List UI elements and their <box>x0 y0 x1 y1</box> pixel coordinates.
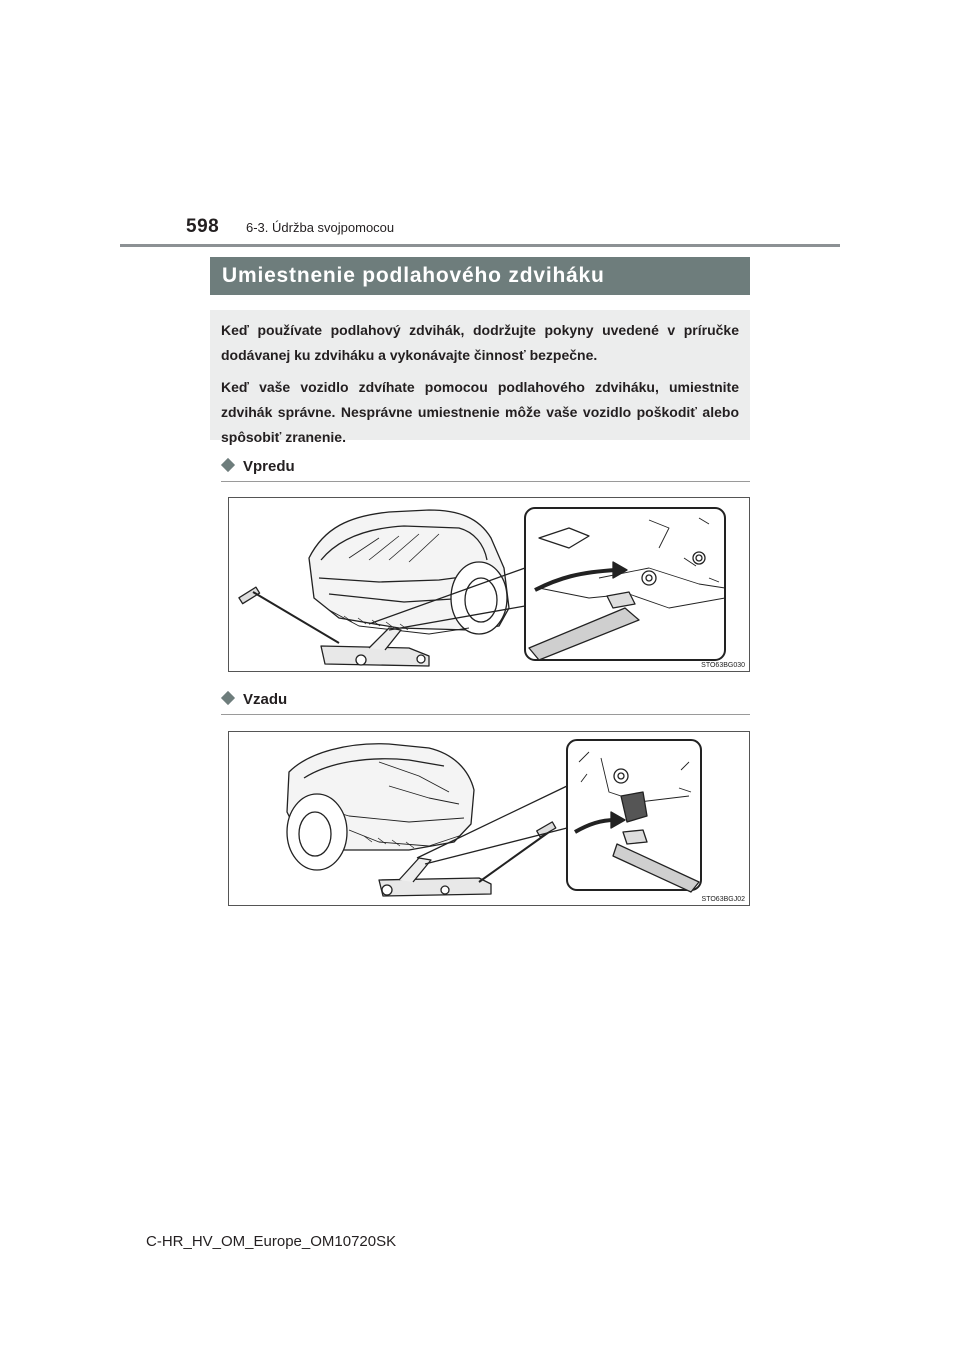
document-footer-id: C-HR_HV_OM_Europe_OM10720SK <box>146 1233 397 1250</box>
figure-front-code: STO63BG030 <box>701 662 745 669</box>
diamond-bullet-icon <box>221 691 235 705</box>
subheading-front <box>221 458 295 475</box>
subheading-front-label: Vpredu <box>243 458 295 475</box>
section-title: Umiestnenie podlahového zdviháku <box>210 257 750 295</box>
header-divider <box>120 244 840 247</box>
subheading-rear <box>221 691 287 708</box>
intro-box <box>210 310 750 445</box>
subheading-front-rule <box>221 481 750 482</box>
intro-paragraph-2: Keď vaše vozidlo zdvíhate pomocou podlahového zdviháku, umiestnite zdvihák správne. Nesprávne umiestnenie môže vaše vozidlo poškodiť alebo spôsobiť zranenie. <box>221 379 739 445</box>
intro-paragraph-1: Keď používate podlahový zdvihák, dodržujte pokyny uvedené v príručke dodávanej ku zdviháku a vykonávajte činnosť bezpečne. <box>221 322 739 363</box>
page-number: 598 <box>186 216 220 237</box>
diamond-bullet-icon <box>221 458 235 472</box>
front-jack-illustration <box>229 498 749 671</box>
section-reference: 6-3. Údržba svojpomocou <box>246 220 395 235</box>
figure-rear-code: STO63BGJ02 <box>701 896 745 903</box>
rear-jack-illustration <box>229 732 749 905</box>
figure-rear-jack-point <box>228 731 750 906</box>
subheading-rear-label: Vzadu <box>243 691 288 708</box>
figure-front-jack-point <box>228 497 750 672</box>
subheading-rear-rule <box>221 714 750 715</box>
